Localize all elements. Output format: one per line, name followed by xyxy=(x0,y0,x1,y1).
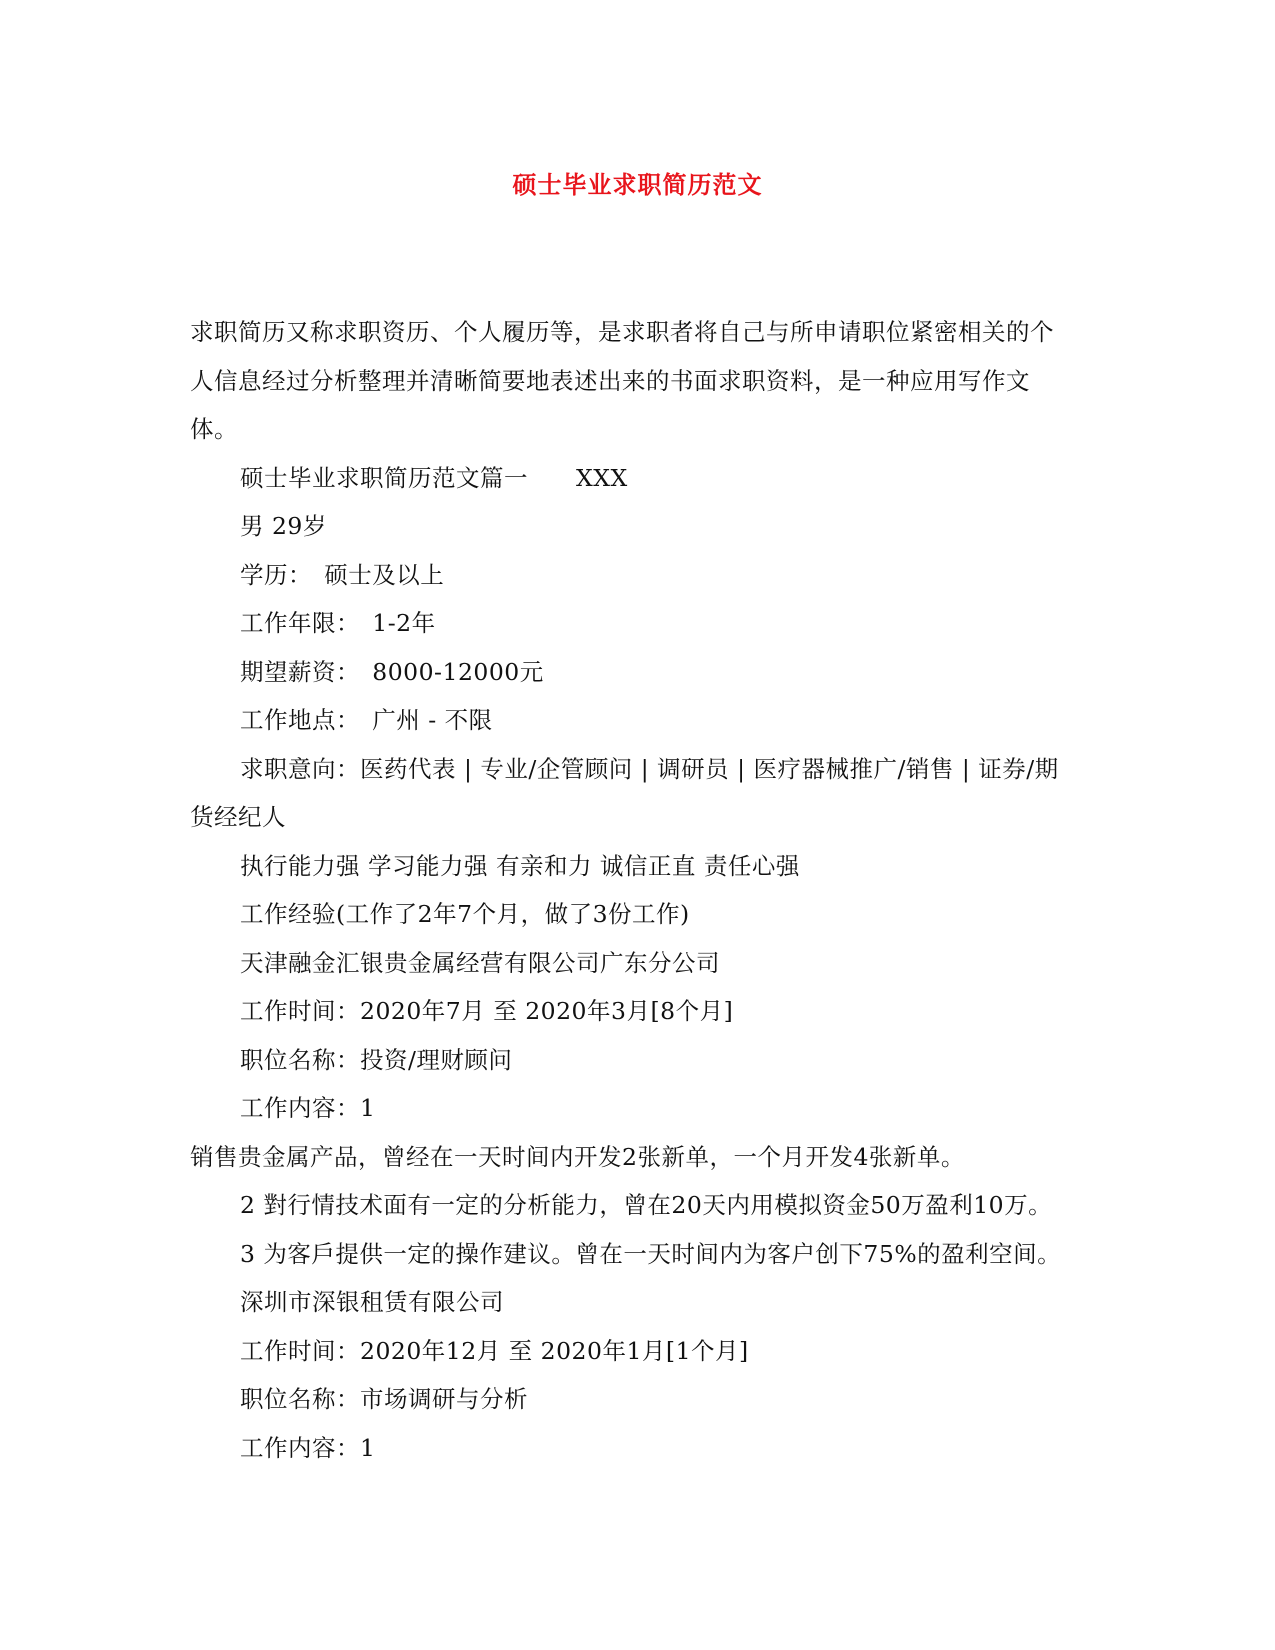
paragraph: 执行能力强 学习能力强 有亲和力 诚信正直 责任心强 xyxy=(240,851,800,880)
paragraph: 工作内容：1 xyxy=(240,1433,376,1462)
paragraph: 期望薪资： 8000-12000元 xyxy=(240,657,544,686)
paragraph: 学历： 硕士及以上 xyxy=(240,560,445,589)
paragraph: 男 29岁 xyxy=(240,512,327,540)
paragraph: 3 为客戶提供一定的操作建议。曾在一天时间内为客户创下75%的盈利空间。 xyxy=(240,1239,1062,1268)
intro-paragraph: 求职简历又称求职资历、个人履历等，是求职者将自己与所申请职位紧密相关的个人信息经过分析整理并清晰简要地表述出来的书面求职资料，是一种应用写作文体。 xyxy=(190,318,1054,443)
paragraph: 硕士毕业求职简历范文篇一 XXX xyxy=(240,463,628,492)
paragraph: 深圳市深银租赁有限公司 xyxy=(240,1288,504,1316)
paragraph: 工作内容：1 xyxy=(240,1094,376,1122)
paragraph: 职位名称：市场调研与分析 xyxy=(240,1385,528,1413)
document-title: 硕士毕业求职简历范文 xyxy=(512,170,763,199)
paragraph: 工作时间：2020年12月 至 2020年1月[1个月] xyxy=(240,1336,749,1365)
paragraph: 销售贵金属产品，曾经在一天时间内开发2张新单，一个月开发4张新单。 xyxy=(190,1142,965,1171)
paragraph: 职位名称：投资/理财顾问 xyxy=(240,1045,513,1074)
paragraph: 工作地点： 广州 - 不限 xyxy=(240,706,493,734)
paragraph: 工作经验(工作了2年7个月，做了3份工作) xyxy=(240,900,690,928)
paragraph: 求职意向：医药代表 | 专业/企管顾问 | 调研员 | 医疗器械推广/销售 | 证券/期货经纪人 xyxy=(190,754,1059,831)
paragraph: 工作时间：2020年7月 至 2020年3月[8个月] xyxy=(240,997,734,1025)
document-body xyxy=(190,308,1070,1472)
paragraph: 天津融金汇银贵金属经营有限公司广东分公司 xyxy=(240,948,720,977)
paragraph: 工作年限： 1-2年 xyxy=(240,609,436,637)
paragraph: 2 對行情技术面有一定的分析能力，曾在20天内用模拟资金50万盈利10万。 xyxy=(240,1191,1053,1219)
